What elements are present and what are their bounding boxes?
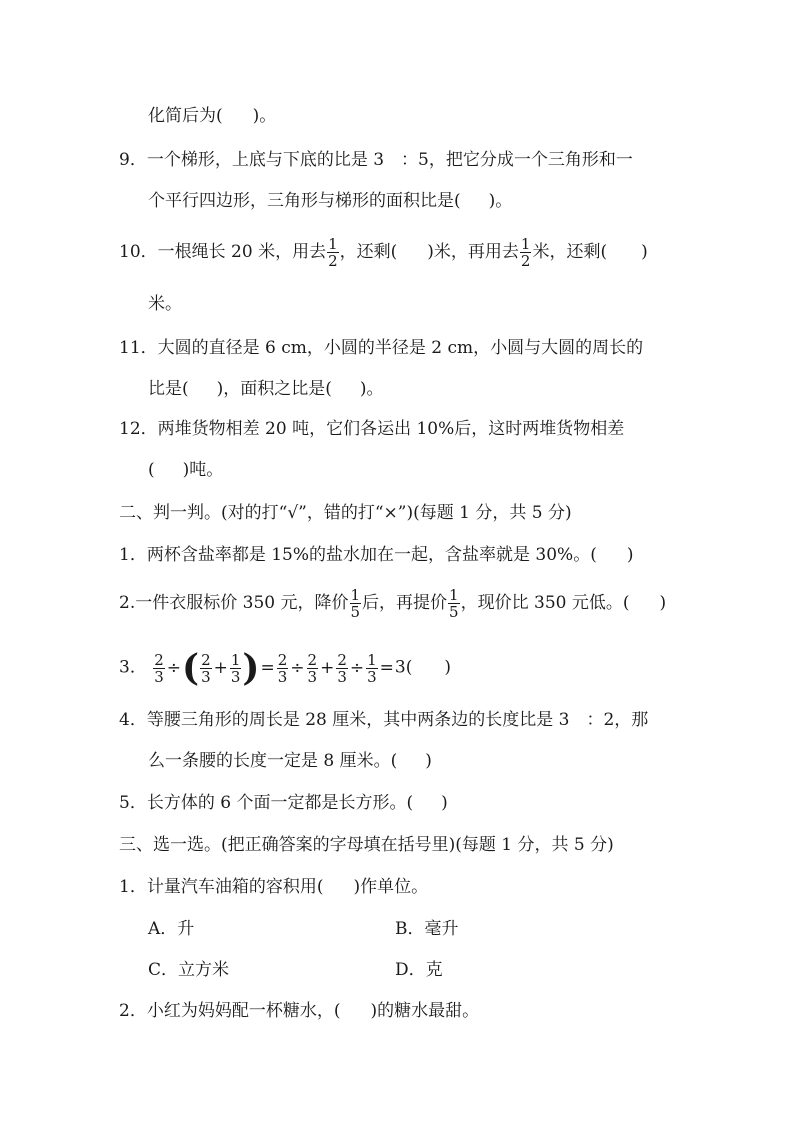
question-text: )，面积之比是( — [216, 379, 332, 399]
question-10-line2 — [148, 293, 182, 315]
numerator: 1 — [230, 650, 241, 669]
question-text: ) — [425, 751, 432, 771]
question-text: )。 — [488, 191, 513, 211]
question-text: 比是( — [148, 379, 189, 399]
fraction — [200, 652, 212, 685]
option-d[interactable]: D．克 — [395, 960, 443, 980]
question-text: )。 — [359, 379, 384, 399]
question-number: 3． — [119, 657, 147, 678]
denominator: 2 — [520, 252, 531, 270]
fraction — [366, 652, 378, 685]
question-11-line1 — [119, 337, 643, 359]
judge-question-1 — [119, 544, 633, 566]
option-a[interactable]: A．升 — [148, 919, 195, 939]
option-b[interactable]: B．毫升 — [395, 919, 459, 939]
question-text: 么一条腰的长度一定是 8 厘米。( — [148, 751, 398, 771]
equals-sign: = — [260, 657, 275, 678]
divide-sign: ÷ — [349, 657, 365, 678]
denominator: 5 — [449, 603, 459, 621]
numerator: 2 — [337, 650, 347, 669]
question-text: 长方体的 6 个面一定都是长方形。( — [146, 793, 414, 813]
question-text: 后，再提价 — [362, 593, 448, 613]
question-text: 一件衣服标价 350 元，降价 — [135, 593, 349, 613]
question-text: ) — [626, 545, 634, 565]
question-text: ) — [641, 242, 648, 262]
question-11-line2 — [148, 378, 384, 400]
text: 化简后为( — [148, 106, 223, 126]
question-number: 4． — [119, 710, 147, 730]
denominator: 3 — [277, 667, 288, 686]
choice-question-2 — [119, 1000, 479, 1022]
question-text: )米，再用去 — [427, 242, 519, 262]
divide-sign: ÷ — [166, 657, 182, 678]
judge-question-2 — [119, 587, 666, 620]
question-number: 2. — [119, 593, 136, 613]
question-number: 1． — [119, 545, 147, 565]
numerator: 2 — [277, 650, 288, 669]
question-text: ) — [659, 593, 667, 613]
question-text: ，现价比 350 元低。( — [460, 593, 630, 613]
question-text: ) — [444, 657, 451, 678]
question-text: 个平行四边形，三角形与梯形的面积比是( — [148, 191, 461, 211]
fraction — [277, 652, 289, 685]
question-text: ，还剩( — [339, 242, 398, 262]
option-c[interactable]: C．立方米 — [148, 960, 230, 980]
plus-sign: + — [320, 657, 335, 678]
question-text: 小红为妈妈配一杯糖水，( — [146, 1001, 341, 1021]
denominator: 3 — [367, 667, 377, 686]
question-9-line1 — [119, 149, 633, 171]
question-text: 两堆货物相差 20 吨，它们各运出 10%后，这时两堆货物相差 — [157, 419, 625, 439]
numerator: 1 — [520, 235, 531, 253]
question-text: 米，还剩( — [532, 242, 608, 262]
question-text: )吨。 — [182, 460, 224, 480]
question-number: 11． — [119, 338, 158, 358]
denominator: 3 — [337, 667, 347, 686]
question-number: 10． — [119, 242, 158, 262]
divide-sign: ÷ — [290, 657, 305, 678]
numerator: 1 — [350, 586, 361, 604]
right-paren: ) — [242, 647, 260, 689]
plus-sign: + — [213, 657, 228, 678]
numerator: 1 — [449, 586, 459, 604]
denominator: 5 — [350, 603, 361, 621]
numerator: 1 — [367, 650, 377, 669]
question-10-line1 — [119, 236, 648, 269]
fraction — [307, 652, 319, 685]
question-text: 大圆的直径是 6 cm，小圆的半径是 2 cm，小圆与大圆的周长的 — [157, 338, 644, 358]
question-number: 2． — [119, 1001, 147, 1021]
equals-sign: = — [379, 657, 394, 678]
judge-question-5 — [119, 792, 448, 814]
question-text: ( — [148, 460, 155, 480]
question-text: 3( — [394, 657, 413, 678]
question-text: 等腰三角形的周长是 28 厘米，其中两条边的长度比是 3 ：2，那 — [146, 710, 649, 730]
judge-question-4-line1 — [119, 709, 648, 731]
section-3-heading: 三、选一选。(把正确答案的字母填在括号里)(每题 1 分，共 5 分) — [119, 835, 614, 855]
fraction — [327, 236, 339, 269]
left-paren: ( — [182, 647, 200, 689]
question-number: 12． — [119, 419, 158, 439]
question-8-continuation — [148, 105, 276, 127]
question-text: 一根绳长 20 米，用去 — [157, 242, 327, 262]
question-number: 1． — [119, 877, 147, 897]
numerator: 2 — [154, 650, 164, 669]
denominator: 2 — [328, 252, 338, 270]
fraction — [448, 587, 460, 620]
question-text: )作单位。 — [353, 877, 429, 897]
numerator: 2 — [307, 650, 318, 669]
denominator: 3 — [201, 667, 211, 686]
text: )。 — [252, 106, 277, 126]
question-9-line2 — [148, 190, 512, 212]
fraction — [153, 652, 165, 685]
question-12-line2 — [148, 459, 223, 481]
question-text: 两杯含盐率都是 15%的盐水加在一起，含盐率就是 30%。( — [146, 545, 597, 565]
question-text: 一个梯形，上底与下底的比是 3 ：5，把它分成一个三角形和一 — [146, 150, 633, 170]
fraction — [230, 652, 242, 685]
denominator: 3 — [307, 667, 318, 686]
fraction — [350, 587, 362, 620]
section-2-heading: 二、判一判。(对的打“√”，错的打“×”)(每题 1 分，共 5 分) — [119, 503, 572, 523]
question-text: )的糖水最甜。 — [370, 1001, 480, 1021]
numerator: 1 — [328, 235, 338, 253]
choice-question-1 — [119, 876, 428, 898]
judge-question-3 — [119, 647, 451, 689]
question-number: 5． — [119, 793, 147, 813]
fraction — [520, 236, 532, 269]
denominator: 3 — [154, 667, 164, 686]
question-number: 9． — [119, 150, 147, 170]
question-text: 计量汽车油箱的容积用( — [146, 877, 324, 897]
fraction — [336, 652, 348, 685]
numerator: 2 — [201, 650, 211, 669]
question-text: 米。 — [148, 294, 182, 314]
question-text: ) — [441, 793, 448, 813]
denominator: 3 — [230, 667, 241, 686]
judge-question-4-line2 — [148, 750, 432, 772]
question-12-line1 — [119, 418, 624, 440]
